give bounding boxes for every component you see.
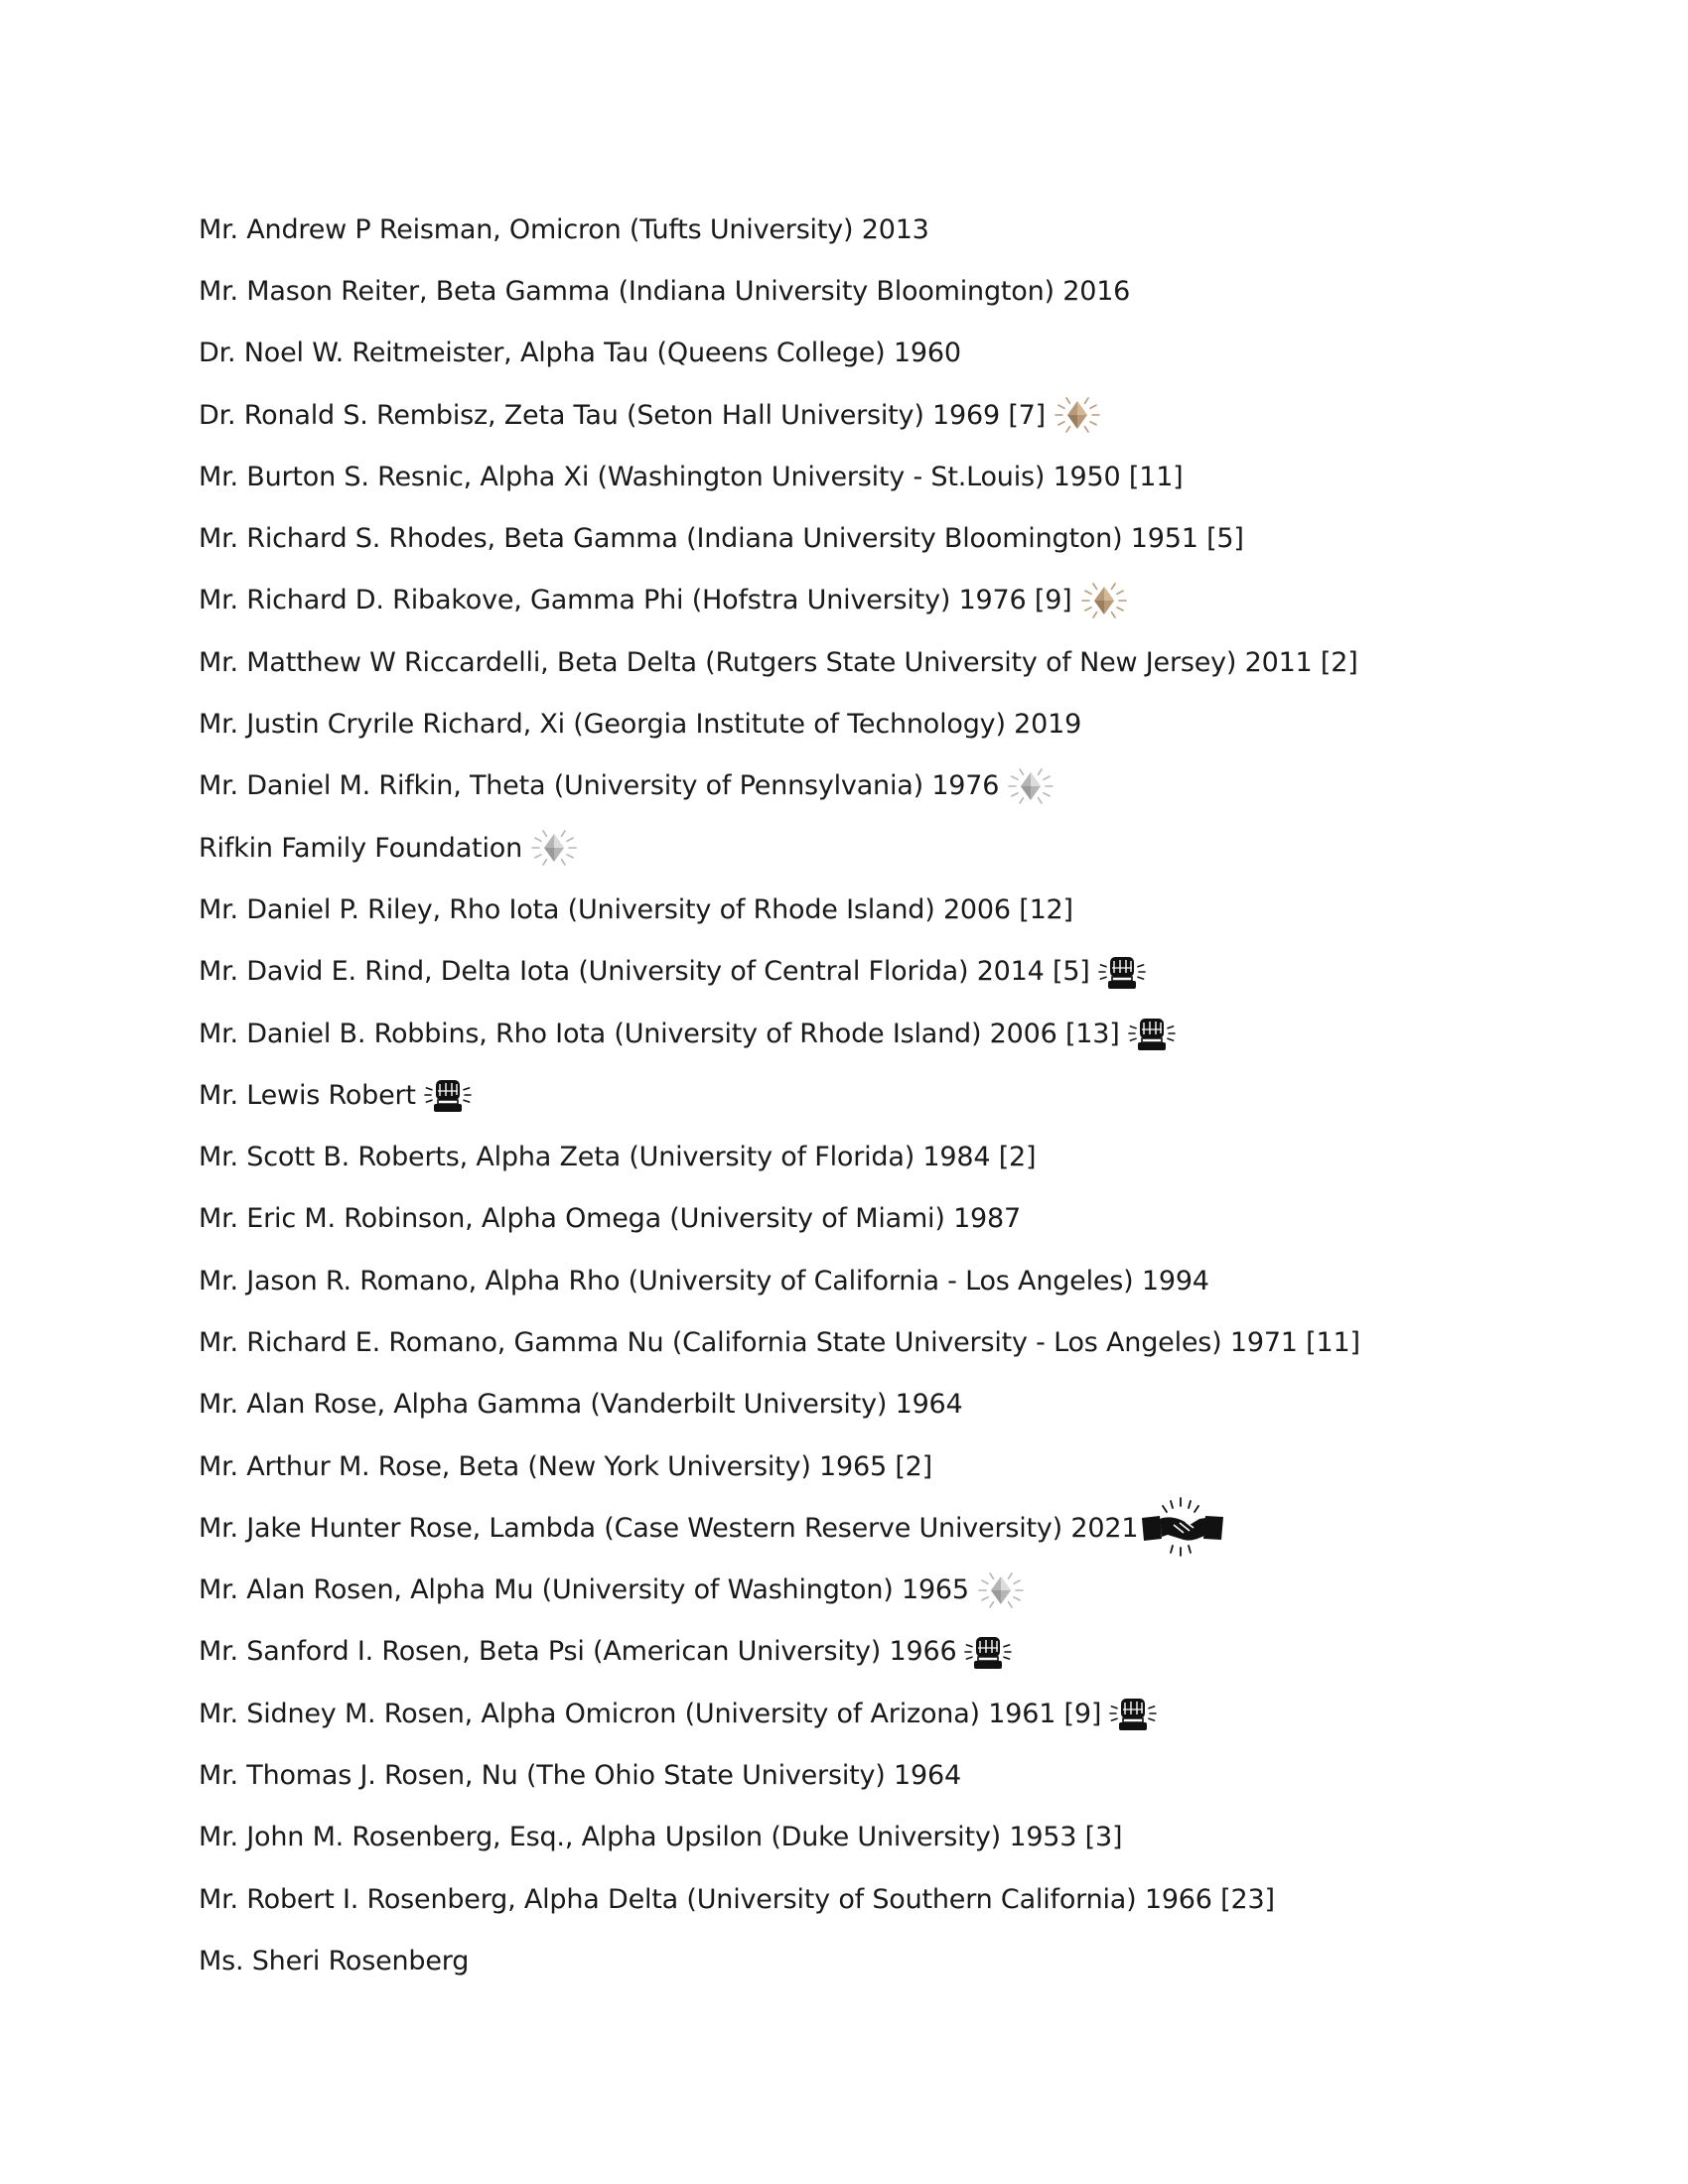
donor-name-text: Mr. David E. Rind, Delta Iota (University of Central Florida) 2014 [5]	[199, 956, 1090, 988]
donor-entry	[199, 1868, 1360, 1930]
fist-icon	[1103, 1689, 1163, 1738]
donor-name-text: Mr. Richard D. Ribakove, Gamma Phi (Hofstra University) 1976 [9]	[199, 585, 1072, 616]
donor-name-text: Mr. Alan Rosen, Alpha Mu (University of Washington) 1965	[199, 1574, 969, 1606]
donor-name-text: Mr. Justin Cryrile Richard, Xi (Georgia Institute of Technology) 2019	[199, 709, 1082, 741]
donor-entry	[199, 1003, 1360, 1064]
donor-name-text: Mr. John M. Rosenberg, Esq., Alpha Upsilon (Duke University) 1953 [3]	[199, 1822, 1123, 1853]
donor-name-text: Mr. Lewis Robert	[199, 1079, 416, 1111]
donor-entry	[199, 755, 1360, 817]
donor-name-text: Mr. Burton S. Resnic, Alpha Xi (Washington University - St.Louis) 1950 [11]	[199, 461, 1184, 492]
donor-entry	[199, 323, 1360, 384]
donor-entry	[199, 1497, 1360, 1559]
donor-name-text: Mr. Eric M. Robinson, Alpha Omega (University of Miami) 1987	[199, 1203, 1021, 1235]
donor-entry	[199, 384, 1360, 446]
handshake-icon	[1138, 1495, 1227, 1561]
donor-name-text: Mr. Sidney M. Rosen, Alpha Omicron (University of Arizona) 1961 [9]	[199, 1698, 1102, 1729]
donor-entry	[199, 1064, 1360, 1126]
fist-icon	[1092, 947, 1152, 997]
donor-name-text: Mr. Daniel P. Riley, Rho Iota (University of Rhode Island) 2006 [12]	[199, 893, 1073, 925]
silver-diamond-icon	[971, 1566, 1031, 1615]
donor-name-text: Rifkin Family Foundation	[199, 832, 522, 864]
donor-name-text: Mr. Daniel M. Rifkin, Theta (University of Pennsylvania) 1976	[199, 770, 1000, 802]
donor-entry	[199, 631, 1360, 693]
donor-entry	[199, 1311, 1360, 1373]
donor-name-text: Mr. Thomas J. Rosen, Nu (The Ohio State University) 1964	[199, 1760, 961, 1792]
donor-entry	[199, 1374, 1360, 1435]
gold-diamond-icon	[1074, 576, 1134, 625]
donor-name-text: Dr. Ronald S. Rembisz, Zeta Tau (Seton Hall University) 1969 [7]	[199, 399, 1046, 431]
donor-entry	[199, 941, 1360, 1003]
donor-name-text: Mr. Robert I. Rosenberg, Alpha Delta (University of Southern California) 1966 [23]	[199, 1883, 1275, 1915]
donor-name-text: Mr. Jake Hunter Rose, Lambda (Case Western Reserve University) 2021	[199, 1512, 1139, 1544]
donor-name-text: Mr. Daniel B. Robbins, Rho Iota (University of Rhode Island) 2006 [13]	[199, 1018, 1120, 1049]
donor-entry	[199, 817, 1360, 879]
donor-name-text: Mr. Richard E. Romano, Gamma Nu (California State University - Los Angeles) 1971 [11]	[199, 1326, 1360, 1358]
fist-icon	[1122, 1009, 1182, 1058]
donor-name-text: Mr. Arthur M. Rose, Beta (New York University) 1965 [2]	[199, 1450, 932, 1482]
donor-name-text: Mr. Jason R. Romano, Alpha Rho (University of California - Los Angeles) 1994	[199, 1265, 1209, 1297]
donor-entry	[199, 1188, 1360, 1250]
donor-entry	[199, 879, 1360, 940]
donor-entry	[199, 507, 1360, 569]
donor-name-text: Mr. Andrew P Reisman, Omicron (Tufts University) 2013	[199, 213, 929, 245]
donor-entry	[199, 199, 1360, 260]
donor-name-text: Mr. Richard S. Rhodes, Beta Gamma (Indiana University Bloomington) 1951 [5]	[199, 523, 1244, 555]
donor-entry	[199, 1126, 1360, 1187]
fist-icon	[418, 1070, 478, 1120]
donor-name-text: Dr. Noel W. Reitmeister, Alpha Tau (Queens College) 1960	[199, 338, 961, 369]
donor-entry	[199, 446, 1360, 507]
donor-name-text: Mr. Sanford I. Rosen, Beta Psi (American University) 1966	[199, 1636, 957, 1668]
donor-entry	[199, 1807, 1360, 1868]
donor-name-text: Ms. Sheri Rosenberg	[199, 1945, 470, 1977]
donor-entry	[199, 1744, 1360, 1806]
silver-diamond-icon	[1001, 761, 1060, 811]
gold-diamond-icon	[1048, 390, 1107, 440]
donor-entry	[199, 1683, 1360, 1744]
silver-diamond-icon	[524, 823, 584, 873]
donor-name-text: Mr. Mason Reiter, Beta Gamma (Indiana University Bloomington) 2016	[199, 275, 1131, 307]
donor-name-text: Mr. Scott B. Roberts, Alpha Zeta (University of Florida) 1984 [2]	[199, 1142, 1037, 1173]
donor-entry	[199, 1930, 1360, 1991]
donor-entry	[199, 1621, 1360, 1683]
donor-name-text: Mr. Matthew W Riccardelli, Beta Delta (Rutgers State University of New Jersey) 2011 [2]	[199, 646, 1358, 678]
donor-list	[199, 199, 1360, 1992]
fist-icon	[958, 1627, 1018, 1677]
donor-entry	[199, 570, 1360, 631]
donor-entry	[199, 260, 1360, 322]
donor-entry	[199, 1250, 1360, 1311]
donor-entry	[199, 1560, 1360, 1621]
donor-entry	[199, 693, 1360, 754]
donor-name-text: Mr. Alan Rose, Alpha Gamma (Vanderbilt University) 1964	[199, 1389, 963, 1421]
donor-entry	[199, 1435, 1360, 1497]
